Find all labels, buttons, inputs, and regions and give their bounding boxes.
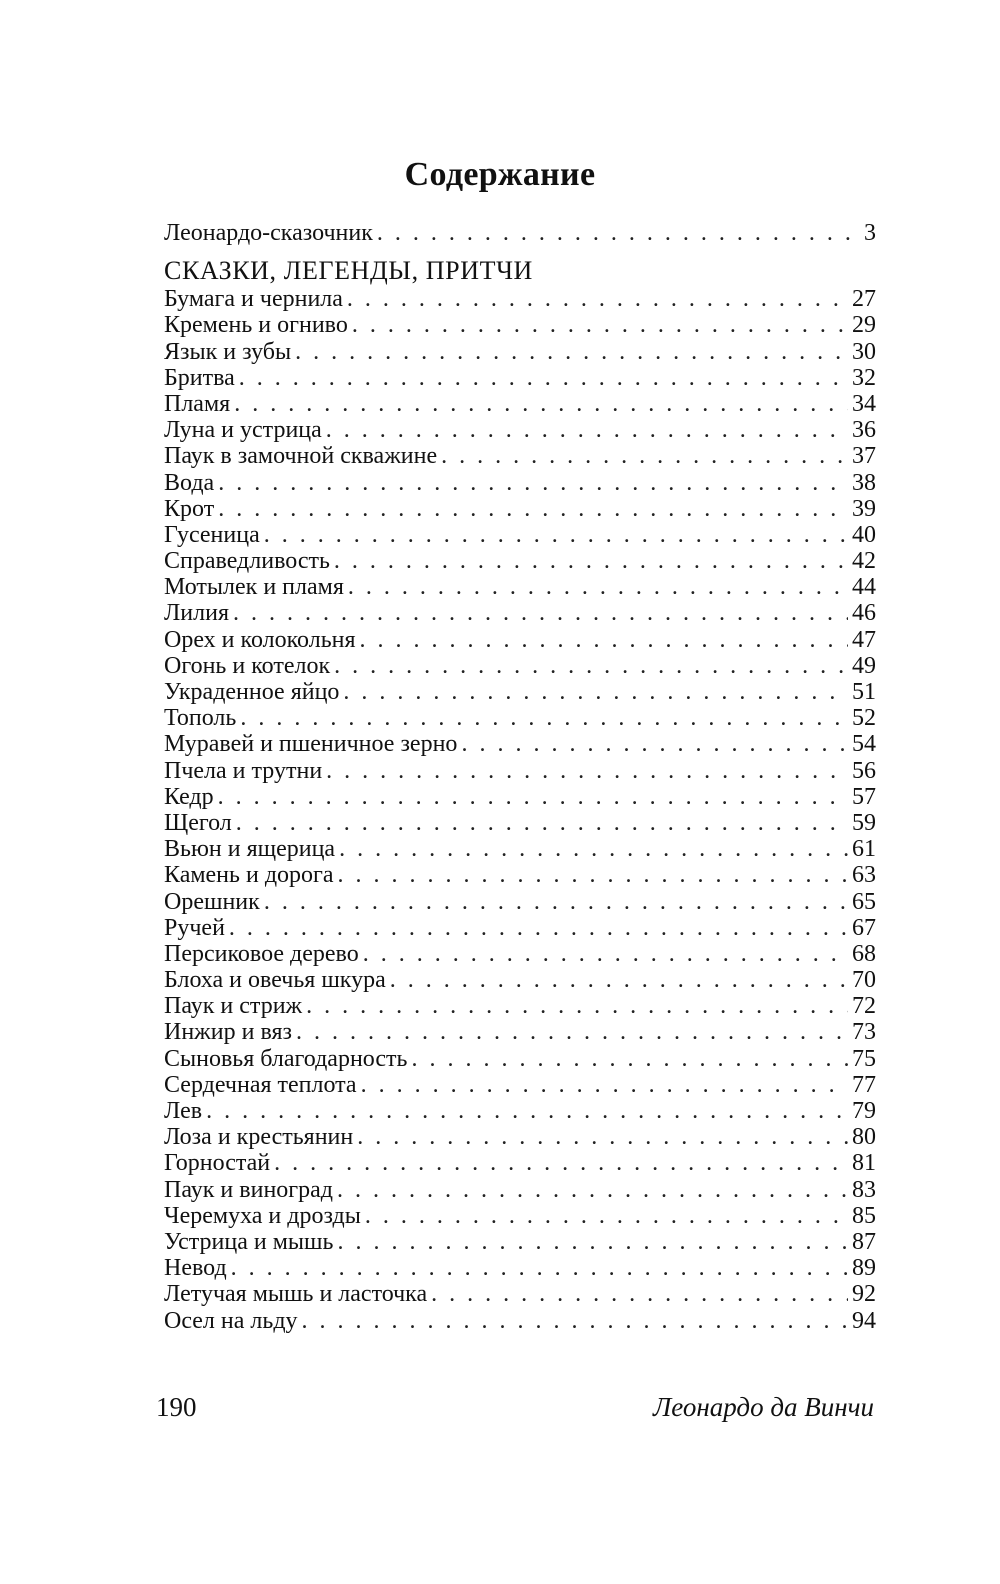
dot-leader (352, 312, 848, 338)
toc-entry[interactable] (164, 522, 876, 548)
dot-leader (377, 220, 860, 246)
toc-entry-page: 80 (852, 1124, 876, 1151)
toc-entry-title: Щегол (164, 809, 232, 836)
toc-entry-title: Леонардо-сказочник (164, 220, 373, 246)
toc-entry-page: 57 (852, 783, 876, 810)
toc-entry-page: 39 (852, 495, 876, 522)
toc-entry-page: 36 (852, 417, 876, 444)
dot-leader (326, 417, 848, 443)
toc-entry-page: 92 (852, 1281, 876, 1308)
toc-entry-page: 79 (852, 1098, 876, 1124)
toc-entry-title: Муравей и пшеничное зерно (164, 731, 458, 758)
toc-entry[interactable] (164, 600, 876, 626)
dot-leader (365, 1203, 848, 1229)
toc-entry[interactable] (164, 1072, 876, 1098)
toc-entry-title: Лоза и крестьянин (164, 1124, 354, 1151)
toc-entry[interactable] (164, 548, 876, 574)
toc-entry-page: 61 (852, 836, 876, 863)
toc-entry-page: 72 (852, 993, 876, 1020)
dot-leader (343, 679, 848, 705)
toc-entry-title: Бритва (164, 364, 235, 391)
toc-entry-page: 3 (864, 220, 876, 246)
toc-entry-page: 52 (852, 705, 876, 732)
dot-leader (337, 1229, 848, 1255)
dot-leader (234, 391, 848, 417)
toc-entry[interactable] (164, 1281, 876, 1307)
toc-entry-page: 65 (852, 888, 876, 915)
toc-entry-page: 70 (852, 967, 876, 994)
dot-leader (441, 443, 848, 469)
dot-leader (361, 1072, 848, 1098)
toc-entry-title: Луна и устрица (164, 417, 322, 444)
toc-entry-page: 44 (852, 574, 876, 601)
toc-entry[interactable] (164, 1098, 876, 1124)
toc-entry-title: Паук и стриж (164, 993, 303, 1020)
toc-entry-page: 59 (852, 809, 876, 836)
toc-entry[interactable] (164, 443, 876, 469)
toc-entry[interactable] (164, 312, 876, 338)
toc-entry-page: 30 (852, 338, 876, 365)
toc-entry[interactable] (164, 705, 876, 731)
toc-entry-title: Паук в замочной скважине (164, 443, 438, 470)
toc-entry[interactable] (164, 417, 876, 443)
toc-entry-page: 85 (852, 1202, 876, 1229)
dot-leader (334, 653, 848, 679)
dot-leader (338, 862, 848, 888)
dot-leader (218, 496, 848, 522)
toc-entry[interactable] (164, 1203, 876, 1229)
toc-entry[interactable] (164, 1019, 876, 1045)
toc-entry-title: Орех и колокольня (164, 626, 356, 653)
section-heading: СКАЗКИ, ЛЕГЕНДЫ, ПРИТЧИ (164, 256, 533, 286)
toc-entry[interactable] (164, 1255, 876, 1281)
toc-entry-title: Кедр (164, 783, 214, 810)
toc-entry-page: 29 (852, 312, 876, 339)
table-of-contents (164, 220, 876, 1334)
toc-entry-title: Персиковое дерево (164, 940, 359, 967)
toc-entry-title: Летучая мышь и ласточка (164, 1281, 428, 1308)
toc-entry-title: Лилия (164, 600, 229, 627)
dot-leader (461, 731, 848, 757)
dot-leader (431, 1281, 848, 1307)
toc-entry-title: Крот (164, 495, 215, 522)
toc-entry-page: 75 (852, 1045, 876, 1072)
dot-leader (296, 1019, 848, 1045)
dot-leader (240, 705, 848, 731)
toc-entry-page: 56 (852, 757, 876, 784)
toc-entry-page: 83 (852, 1176, 876, 1203)
toc-entry[interactable] (164, 1124, 876, 1150)
dot-leader (229, 915, 848, 941)
toc-entry-page: 34 (852, 390, 876, 417)
toc-entry-page: 94 (852, 1307, 876, 1334)
toc-entry-title: Тополь (164, 705, 237, 732)
toc-entry[interactable] (164, 339, 876, 365)
dot-leader (295, 339, 848, 365)
dot-leader (264, 889, 848, 915)
toc-entry[interactable] (164, 1308, 876, 1334)
toc-entry-page: 37 (852, 443, 876, 470)
dot-leader (360, 627, 848, 653)
toc-entry-page: 73 (852, 1019, 876, 1046)
toc-entry-title: Ручей (164, 914, 225, 941)
toc-entry[interactable] (164, 496, 876, 522)
dot-leader (411, 1046, 848, 1072)
toc-entry-page: 51 (852, 679, 876, 705)
toc-entry[interactable] (164, 915, 876, 941)
dot-leader (218, 470, 848, 496)
dot-leader (206, 1098, 848, 1124)
toc-entry-title: Пламя (164, 390, 231, 417)
toc-entry[interactable] (164, 574, 876, 600)
toc-entry[interactable] (164, 862, 876, 888)
dot-leader (264, 522, 848, 548)
toc-entry-title: Камень и дорога (164, 862, 334, 889)
dot-leader (274, 1150, 848, 1176)
toc-entry[interactable] (164, 993, 876, 1019)
dot-leader (357, 1124, 848, 1150)
toc-entry-title: Язык и зубы (164, 338, 292, 365)
toc-entry-title: Мотылек и пламя (164, 574, 344, 601)
toc-entry-title: Вьюн и ящерица (164, 836, 336, 863)
toc-entry-page: 67 (852, 914, 876, 941)
toc-entry-title: Лев (164, 1098, 203, 1124)
dot-leader (231, 1255, 848, 1281)
dot-leader (218, 784, 848, 810)
toc-entry[interactable] (164, 1150, 876, 1176)
toc-entry-page: 77 (852, 1071, 876, 1098)
dot-leader (334, 548, 848, 574)
toc-entry[interactable] (164, 836, 876, 862)
toc-entry-title: Справедливость (164, 548, 330, 575)
toc-entry-page: 89 (852, 1255, 876, 1282)
dot-leader (302, 1308, 848, 1334)
toc-entry-title: Огонь и котелок (164, 652, 331, 679)
toc-entry[interactable] (164, 1229, 876, 1255)
toc-entry-page: 81 (852, 1150, 876, 1177)
toc-entry-page: 27 (852, 286, 876, 313)
toc-entry[interactable] (164, 810, 876, 836)
toc-entry[interactable] (164, 627, 876, 653)
toc-entry-page: 54 (852, 731, 876, 758)
dot-leader (239, 365, 848, 391)
toc-entry-list (164, 286, 876, 1334)
dot-leader (339, 836, 848, 862)
dot-leader (236, 810, 848, 836)
toc-entry-page: 46 (852, 600, 876, 627)
toc-entry-page: 38 (852, 469, 876, 496)
toc-entry[interactable] (164, 365, 876, 391)
toc-entry-title: Сыновья благодарность (164, 1045, 408, 1072)
page-title: Содержание (404, 156, 596, 193)
toc-entry-title: Блоха и овечья шкура (164, 967, 386, 994)
dot-leader (233, 600, 848, 626)
toc-entry[interactable] (164, 889, 876, 915)
toc-entry-title: Бумага и чернила (164, 286, 343, 313)
toc-entry[interactable] (164, 784, 876, 810)
footer-page-number: 190 (156, 1392, 197, 1422)
toc-entry[interactable] (164, 679, 876, 705)
dot-leader (326, 758, 848, 784)
toc-entry-page: 87 (852, 1228, 876, 1255)
dot-leader (337, 1177, 848, 1203)
toc-entry-intro[interactable] (164, 220, 876, 246)
toc-entry-page: 42 (852, 548, 876, 575)
dot-leader (347, 286, 848, 312)
toc-entry-page: 32 (852, 364, 876, 391)
toc-entry-title: Украденное яйцо (164, 679, 340, 705)
toc-entry-page: 68 (852, 940, 876, 967)
toc-entry-page: 47 (852, 626, 876, 653)
toc-entry[interactable] (164, 391, 876, 417)
toc-entry-title: Горностай (164, 1150, 271, 1177)
toc-entry[interactable] (164, 286, 876, 312)
toc-entry[interactable] (164, 941, 876, 967)
dot-leader (348, 574, 848, 600)
dot-leader (390, 967, 848, 993)
toc-entry-title: Черемуха и дрозды (164, 1202, 361, 1229)
dot-leader (363, 941, 848, 967)
toc-entry[interactable] (164, 967, 876, 993)
toc-entry[interactable] (164, 731, 876, 757)
toc-entry-title: Кремень и огниво (164, 312, 348, 339)
toc-entry[interactable] (164, 470, 876, 496)
footer-running-title: Леонардо да Винчи (652, 1392, 874, 1422)
toc-entry[interactable] (164, 1177, 876, 1203)
toc-entry[interactable] (164, 1046, 876, 1072)
toc-entry-title: Невод (164, 1255, 227, 1282)
dot-leader (306, 993, 848, 1019)
toc-entry-title: Гусеница (164, 521, 260, 548)
toc-entry-title: Орешник (164, 888, 260, 915)
toc-entry-title: Вода (164, 469, 215, 496)
toc-entry-title: Инжир и вяз (164, 1019, 292, 1046)
toc-entry[interactable] (164, 758, 876, 784)
toc-entry-title: Устрица и мышь (164, 1228, 334, 1255)
toc-entry-page: 63 (852, 862, 876, 889)
toc-entry-title: Сердечная теплота (164, 1071, 357, 1098)
toc-entry-title: Осел на льду (164, 1307, 298, 1334)
toc-entry[interactable] (164, 653, 876, 679)
toc-entry-title: Паук и виноград (164, 1176, 333, 1203)
toc-entry-page: 49 (852, 652, 876, 679)
toc-entry-page: 40 (852, 521, 876, 548)
toc-entry-title: Пчела и трутни (164, 757, 323, 784)
